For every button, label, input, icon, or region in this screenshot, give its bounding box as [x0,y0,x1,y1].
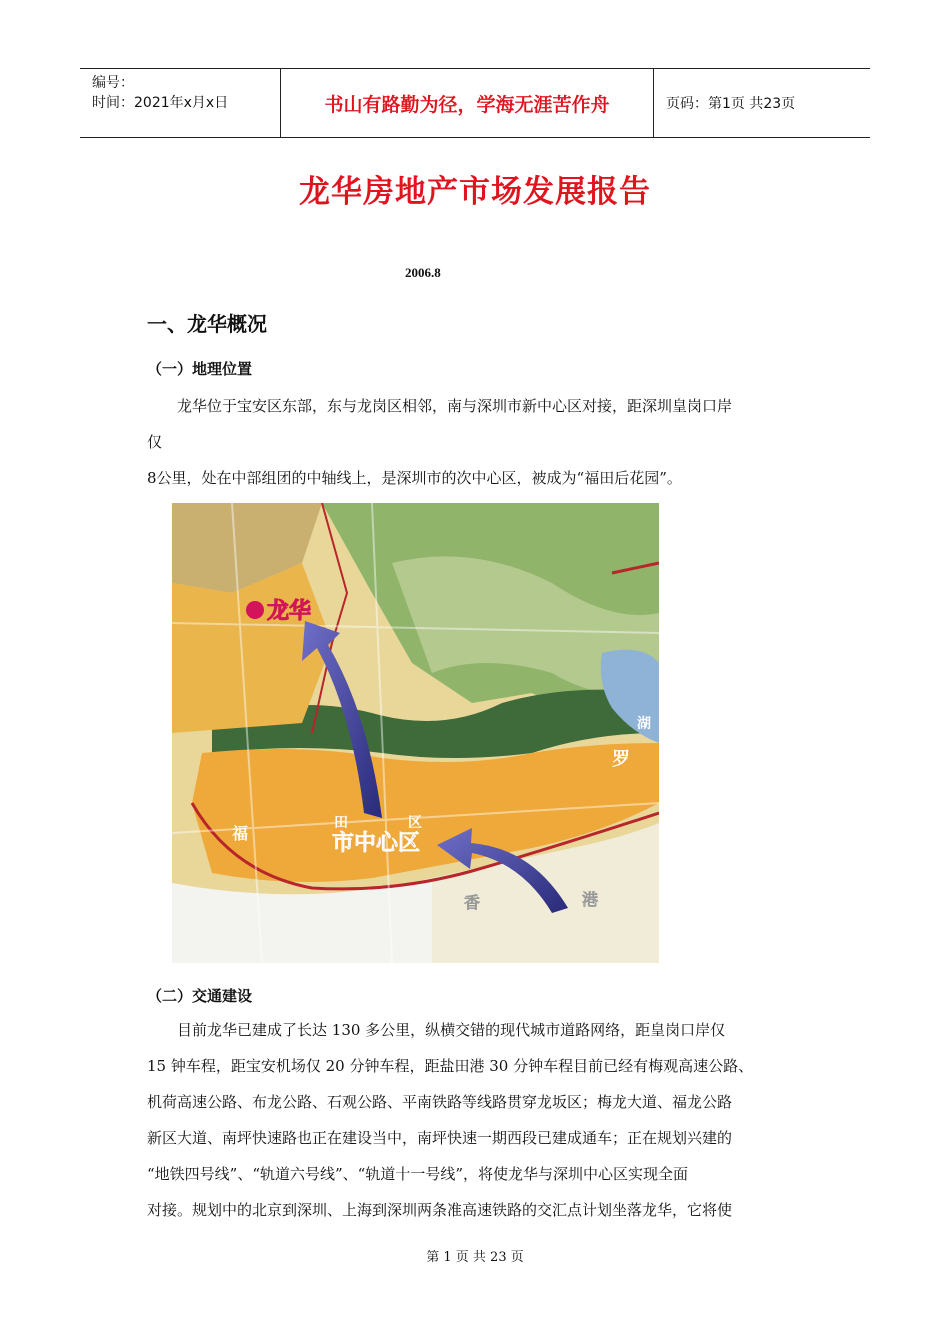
map-label-hu: 湖 [637,716,651,732]
paragraph-line: 对接。规划中的北京到深圳、上海到深圳两条准高速铁路的交汇点计划坐落龙华，它将使 [147,1201,733,1219]
number-label: 编号： [92,75,134,91]
map-label-futian: 福 [232,824,249,843]
subsection-heading-location: （一）地理位置 [147,360,253,378]
map-longhua-marker [246,601,264,619]
page-footer: 第 1 页 共 23 页 [426,1250,524,1265]
header-page-info: 页码：第1页 共23页 [666,96,796,112]
paragraph-line: 机荷高速公路、布龙公路、石观公路、平南铁路等线路贯穿龙坂区；梅龙大道、福龙公路 [147,1093,733,1111]
map-label-center: 市中心区 [332,831,421,856]
map-label-qu: 区 [408,815,422,831]
section-heading: 一、龙华概况 [147,312,267,336]
document-date: 2006.8 [405,265,441,280]
header-motto: 书山有路勤为径，学海无涯苦作舟 [280,69,654,137]
subsection-heading-transport: （二）交通建设 [147,987,253,1005]
map-label-luo: 罗 [612,749,630,770]
map-label-xiang: 香 [464,893,481,912]
paragraph-line: 龙华位于宝安区东部，东与龙岗区相邻，南与深圳市新中心区对接，距深圳皇岗口岸 [177,397,733,415]
paragraph-line: 仅 [147,433,163,451]
time-label: 时间：2021年x月x日 [92,95,229,111]
location-map [172,503,659,963]
document-title: 龙华房地产市场发展报告 [299,174,651,210]
paragraph-line: 新区大道、南坪快速路也正在建设当中，南坪快速一期西段已建成通车；正在规划兴建的 [147,1129,733,1147]
paragraph-location [147,388,819,496]
paragraph-line: 8公里，处在中部组团的中轴线上，是深圳市的次中心区，被成为“福田后花园”。 [147,469,682,487]
map-label-tian: 田 [334,815,348,831]
map-label-gang: 港 [582,890,599,909]
header-table [80,68,870,138]
paragraph-line: 15 钟车程，距宝安机场仅 20 分钟车程，距盐田港 30 分钟车程目前已经有梅观高速公路、 [147,1057,754,1075]
paragraph-transport [147,1012,819,1228]
header-meta [80,69,280,137]
paragraph-line: “地铁四号线”、“轨道六号线”、“轨道十一号线”，将使龙华与深圳中心区实现全面 [147,1165,689,1183]
paragraph-line: 目前龙华已建成了长达 130 多公里，纵横交错的现代城市道路网络，距皇岗口岸仅 [177,1021,726,1039]
map-label-longhua: 龙华 [267,599,312,624]
